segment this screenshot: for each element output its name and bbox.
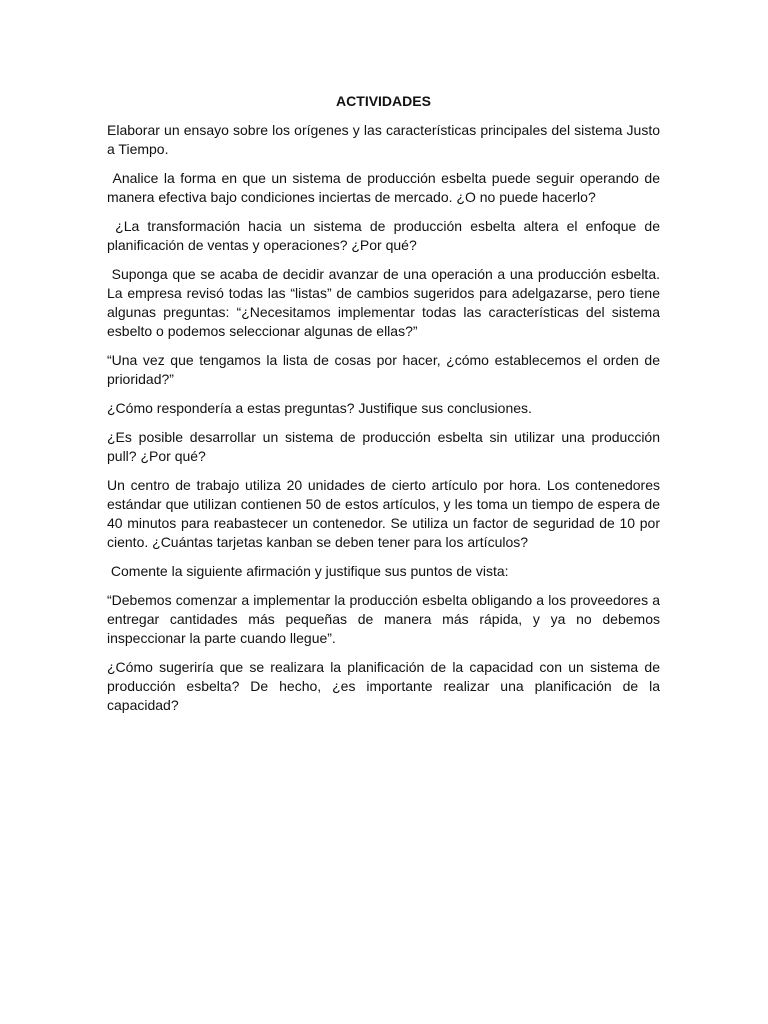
paragraph: Elaborar un ensayo sobre los orígenes y las características principales del sistema Justo a Tiempo. xyxy=(107,122,664,157)
paragraph: ¿Cómo sugeriría que se realizara la planificación de la capacidad con un sistema de producción esbelta? De hecho, ¿es importante realizar una planificación de la capacidad? xyxy=(107,659,664,713)
document-title: ACTIVIDADES xyxy=(336,93,431,109)
document-page xyxy=(107,92,664,725)
paragraph: “Una vez que tengamos la lista de cosas por hacer, ¿cómo establecemos el orden de prioridad?” xyxy=(107,352,664,387)
paragraph: ¿Es posible desarrollar un sistema de producción esbelta sin utilizar una producción pull? ¿Por qué? xyxy=(107,429,664,464)
paragraph: Un centro de trabajo utiliza 20 unidades de cierto artículo por hora. Los contenedores estándar que utilizan contienen 50 de estos artículos, y les toma un tiempo de espera de 40 minutos para reabastecer un contenedor. Se utiliza un factor de seguridad de 10 por ciento. ¿Cuántas tarjetas kanban se deben tener para los artículos? xyxy=(107,477,664,550)
paragraph: Analice la forma en que un sistema de producción esbelta puede seguir operando de manera efectiva bajo condiciones inciertas de mercado. ¿O no puede hacerlo? xyxy=(107,170,664,205)
paragraph: Suponga que se acaba de decidir avanzar de una operación a una producción esbelta. La empresa revisó todas las “listas” de cambios sugeridos para adelgazarse, pero tiene algunas preguntas: “¿Necesitamos implementar todas las características del sistema esbelto o podemos seleccionar algunas de ellas?” xyxy=(107,266,664,339)
paragraph: “Debemos comenzar a implementar la producción esbelta obligando a los proveedores a entregar cantidades más pequeñas de manera más rápida, y ya no debemos inspeccionar la parte cuando llegue”. xyxy=(107,592,664,646)
paragraph: ¿Cómo respondería a estas preguntas? Justifique sus conclusiones. xyxy=(107,400,532,416)
paragraph: Comente la siguiente afirmación y justifique sus puntos de vista: xyxy=(107,563,509,579)
paragraph: ¿La transformación hacia un sistema de producción esbelta altera el enfoque de planificación de ventas y operaciones? ¿Por qué? xyxy=(107,218,664,253)
